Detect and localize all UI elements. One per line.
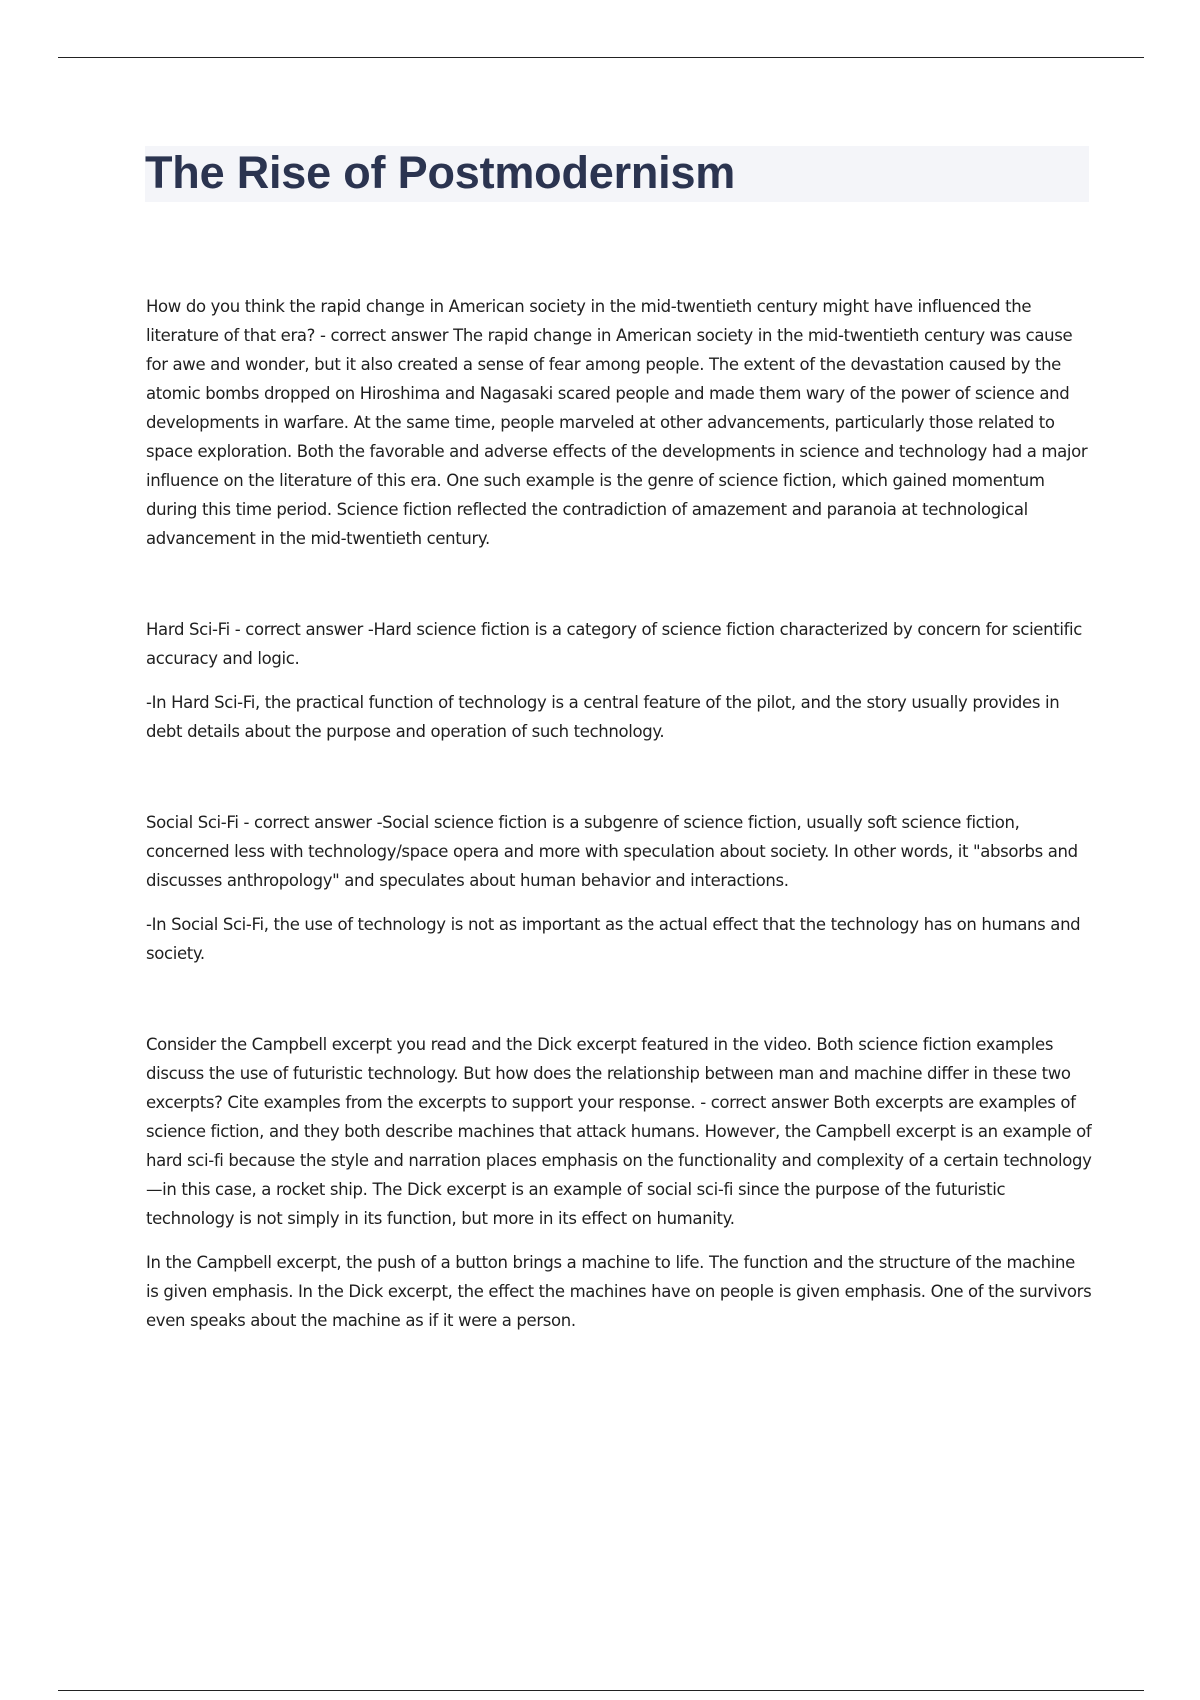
- qa-entry-hard-sci-fi: [146, 615, 1092, 746]
- paragraph: Social Sci-Fi - correct answer -Social science fiction is a subgenre of science fiction, usually soft science fiction, concerned less with technology/space opera and more with speculation about society. In other words, it "absorbs and discusses anthropology" and speculates about human behavior and interactions.: [146, 813, 1078, 890]
- paragraph: -In Social Sci-Fi, the use of technology is not as important as the actual effect that the technology has on humans and society.: [146, 915, 1081, 963]
- qa-entry-social-sci-fi: [146, 808, 1092, 968]
- footer-rule: [58, 1690, 1144, 1691]
- paragraph: -In Hard Sci-Fi, the practical function of technology is a central feature of the pilot, and the story usually provides in debt details about the purpose and operation of such technology.: [146, 693, 1060, 741]
- paragraph: How do you think the rapid change in American society in the mid-twentieth century might have influenced the literature of that era? - correct answer The rapid change in American society in the mid-twentieth century was cause for awe and wonder, but it also created a sense of fear among people. The extent of the devastation caused by the atomic bombs dropped on Hiroshima and Nagasaki scared people and made them wary of the power of science and developments in warfare. At the same time, people marveled at other advancements, particularly those related to space exploration. Both the favorable and adverse effects of the developments in science and technology had a major influence on the literature of this era. One such example is the genre of science fiction, which gained momentum during this time period. Science fiction reflected the contradiction of amazement and paranoia at technological advancement in the mid-twentieth century.: [146, 297, 1088, 548]
- qa-entry-campbell-dick: [146, 1030, 1092, 1335]
- paragraph: Consider the Campbell excerpt you read and the Dick excerpt featured in the video. Both science fiction examples discuss the use of futuristic technology. But how does the relationship between man and machine differ in these two excerpts? Cite examples from the excerpts to support your response. - correct answer Both excerpts are examples of science fiction, and they both describe machines that attack humans. However, the Campbell excerpt is an example of hard sci-fi because the style and narration places emphasis on the functionality and complexity of a certain technology—in this case, a rocket ship. The Dick excerpt is an example of social sci-fi since the purpose of the futuristic technology is not simply in its function, but more in its effect on humanity.: [146, 1035, 1092, 1228]
- page-title: The Rise of Postmodernism: [145, 147, 736, 198]
- document-body: [146, 292, 1092, 1397]
- qa-entry-literature-influence: [146, 292, 1092, 553]
- header-rule: [58, 57, 1144, 58]
- paragraph: In the Campbell excerpt, the push of a button brings a machine to life. The function and the structure of the machine is given emphasis. In the Dick excerpt, the effect the machines have on people is given emphasis. One of the survivors even speaks about the machine as if it were a person.: [146, 1253, 1092, 1330]
- paragraph: Hard Sci-Fi - correct answer -Hard science fiction is a category of science fiction characterized by concern for scientific accuracy and logic.: [146, 620, 1082, 668]
